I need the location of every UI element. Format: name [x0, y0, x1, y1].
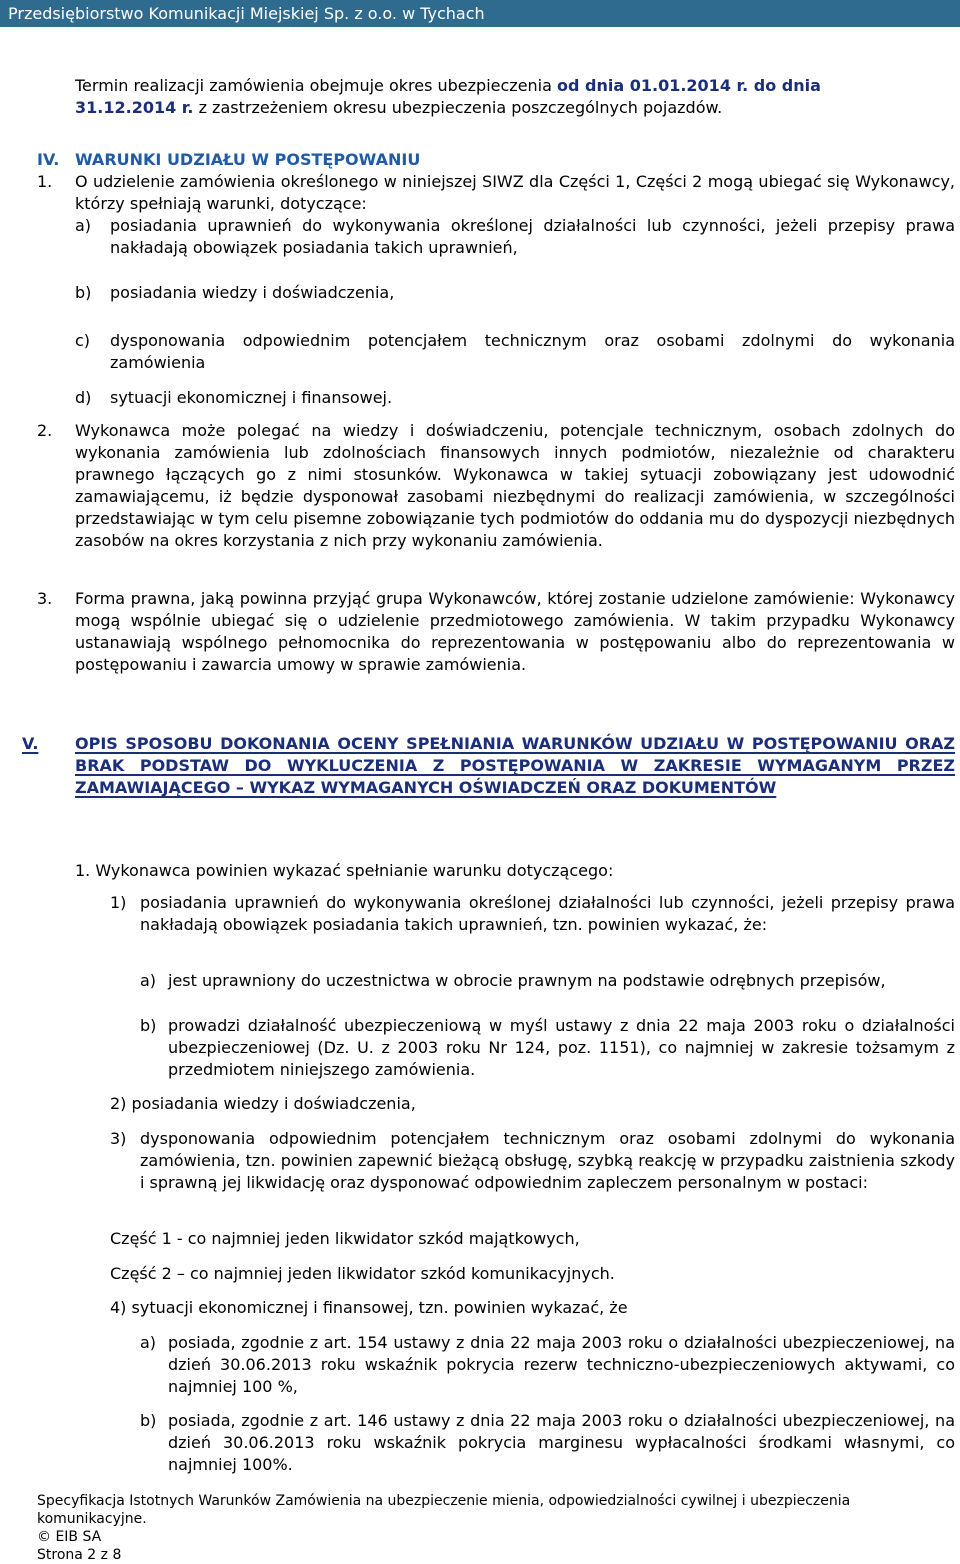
page-header	[0, 0, 960, 27]
iv-item-a-label: a)	[75, 216, 92, 235]
iv-item-d-label: d)	[75, 388, 92, 407]
v-1-intro: 1. Wykonawca powinien wykazać spełnianie warunku dotyczącego:	[75, 861, 614, 880]
section-v-title: OPIS SPOSOBU DOKONANIA OCENY SPEŁNIANIA WARUNKÓW UDZIAŁU W POSTĘPOWANIU ORAZ BRAK PODSTAW DO WYKLUCZENIA Z POSTĘPOWANIA W ZAKRESIE WYMAGANYM PRZEZ ZAMAWIAJĄCEGO – WYKAZ WYMAGANYCH OŚWIADCZEŃ ORAZ DOKUMENTÓW	[75, 734, 955, 797]
term-date-to: 31.12.2014 r.	[75, 98, 194, 117]
iv-item-c-label: c)	[75, 331, 91, 350]
v-item-2: 2) posiadania wiedzy i doświadczenia,	[110, 1094, 416, 1113]
v-item-1-label: 1)	[110, 893, 127, 912]
term-date-from: od dnia 01.01.2014 r. do dnia	[557, 76, 821, 95]
iv-1-text: O udzielenie zamówienia określonego w niniejszej SIWZ dla Części 1, Części 2 mogą ubiegać się Wykonawcy, którzy spełniają warunki, dotyczące:	[75, 172, 955, 213]
iv-item-c-text: dysponowania odpowiednim potencjałem technicznym oraz osobami zdolnymi do wykonania zamówienia	[110, 331, 955, 372]
iv-2-text: Wykonawca może polegać na wiedzy i doświadczeniu, potencjale technicznym, osobach zdolnych do wykonania zamówienia lub zdolnościach finansowych innych podmiotów, niezależnie od charakteru prawnego łączących go z nimi stosunków. Wykonawca w takiej sytuacji zobowiązany jest udowodnić zamawiającemu, iż będzie dysponował zasobami niezbędnymi do realizacji zamówienia, w szczególności przedstawiając w tym celu pisemne zobowiązanie tych podmiotów do oddania mu do dyspozycji niezbędnych zasobów na okres korzystania z nich przy wykonaniu zamówienia.	[75, 421, 955, 550]
iv-item-b-label: b)	[75, 283, 92, 302]
v-item-1b-text: prowadzi działalność ubezpieczeniową w myśl ustawy z dnia 22 maja 2003 roku o działalności ubezpieczeniowej (Dz. U. z 2003 roku Nr 124, poz. 1151), co najmniej w zakresie tożsamym z przedmiotem niniejszego zamówienia.	[168, 1016, 955, 1079]
iv-item-a-text: posiadania uprawnień do wykonywania określonej działalności lub czynności, jeżeli przepisy prawa nakładają obowiązek posiadania takich uprawnień,	[110, 216, 955, 257]
v-part-2: Część 2 – co najmniej jeden likwidator szkód komunikacyjnych.	[110, 1264, 615, 1283]
section-iv-number: IV.	[37, 150, 60, 169]
iv-item-b-text: posiadania wiedzy i doświadczenia,	[110, 283, 395, 302]
v-item-1a-text: jest uprawniony do uczestnictwa w obrocie prawnym na podstawie odrębnych przepisów,	[168, 971, 886, 990]
iv-3-text: Forma prawna, jaką powinna przyjąć grupa Wykonawców, której zostanie udzielone zamówienie: Wykonawcy mogą wspólnie ubiegać się o udzielenie przedmiotowego zamówienia. W takim przypadku Wykonawcy ustanawiają wspólnego pełnomocnika do reprezentowania w postępowaniu albo do reprezentowania w postępowaniu i zawarcia umowy w sprawie zamówienia.	[75, 589, 955, 674]
v-part-1: Część 1 - co najmniej jeden likwidator szkód majątkowych,	[110, 1229, 580, 1248]
v-item-3-label: 3)	[110, 1129, 127, 1148]
company-name: Przedsiębiorstwo Komunikacji Miejskiej Sp. z o.o. w Tychach	[8, 4, 485, 23]
term-text-2: z zastrzeżeniem okresu ubezpieczenia poszczególnych pojazdów.	[193, 98, 723, 117]
v-item-3-text: dysponowania odpowiednim potencjałem technicznym oraz osobami zdolnymi do wykonania zamówienia, tzn. powinien zapewnić bieżącą obsługę, szybką reakcję w przypadku zaistnienia szkody i sprawną jej likwidację oraz dysponować odpowiednim zapleczem personalnym w postaci:	[140, 1129, 955, 1192]
iv-3-number: 3.	[37, 589, 53, 608]
section-iv-title: WARUNKI UDZIAŁU W POSTĘPOWANIU	[75, 150, 421, 169]
footer-copyright: © EIB SA	[37, 1529, 102, 1545]
v-item-4a-label: a)	[140, 1333, 157, 1352]
v-item-1a-label: a)	[140, 971, 157, 990]
v-item-4b-text: posiada, zgodnie z art. 146 ustawy z dnia 22 maja 2003 roku o działalności ubezpieczeniowej, na dzień 30.06.2013 roku wskaźnik pokrycia marginesu wypłacalności środkami własnymi, co najmniej 100%.	[168, 1411, 955, 1474]
iv-1-number: 1.	[37, 172, 53, 191]
term-paragraph	[75, 75, 955, 119]
page-footer	[37, 1492, 937, 1564]
v-item-1b-label: b)	[140, 1016, 157, 1035]
v-item-4: 4) sytuacji ekonomicznej i finansowej, tzn. powinien wykazać, że	[110, 1298, 628, 1317]
iv-item-d-text: sytuacji ekonomicznej i finansowej.	[110, 388, 393, 407]
section-v-number: V.	[22, 734, 39, 753]
v-item-4b-label: b)	[140, 1411, 157, 1430]
iv-2-number: 2.	[37, 421, 53, 440]
v-item-4a-text: posiada, zgodnie z art. 154 ustawy z dnia 22 maja 2003 roku o działalności ubezpieczeniowej, na dzień 30.06.2013 roku wskaźnik pokrycia rezerw techniczno-ubezpieczeniowych aktywami, co najmniej 100 %,	[168, 1333, 955, 1396]
footer-page-number: Strona 2 z 8	[37, 1547, 122, 1563]
term-text-1: Termin realizacji zamówienia obejmuje okres ubezpieczenia	[75, 76, 558, 95]
footer-spec: Specyfikacja Istotnych Warunków Zamówienia na ubezpieczenie mienia, odpowiedzialności cywilnej i ubezpieczenia komunikacyjne.	[37, 1493, 851, 1527]
v-item-1-text: posiadania uprawnień do wykonywania określonej działalności lub czynności, jeżeli przepisy prawa nakładają obowiązek posiadania takich uprawnień, tzn. powinien wykazać, że:	[140, 893, 955, 934]
